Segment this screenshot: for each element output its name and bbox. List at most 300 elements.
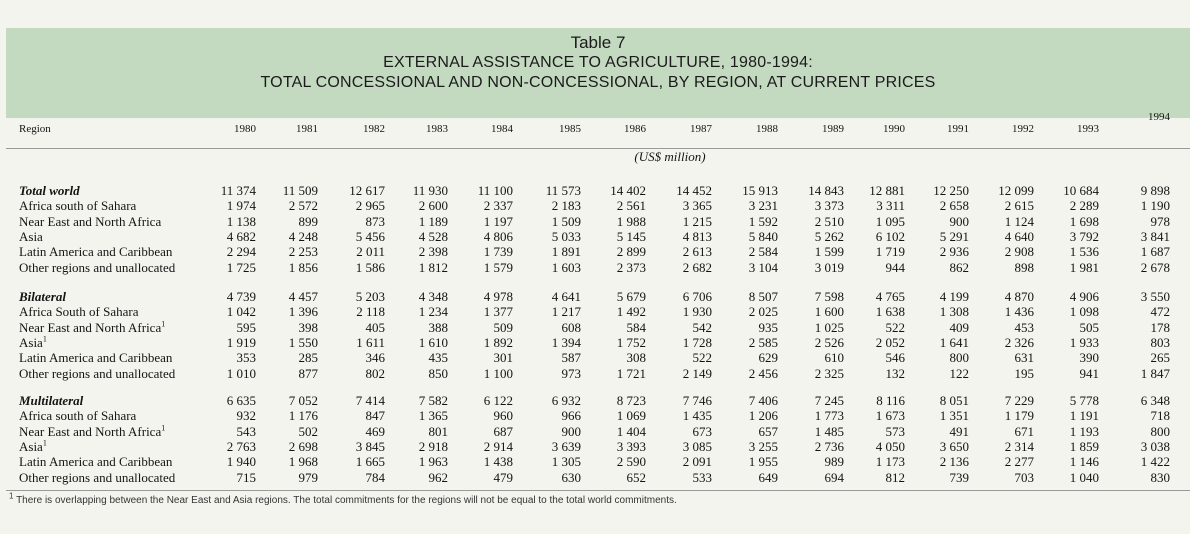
table-cell: 587	[561, 350, 581, 366]
table-cell: 847	[365, 408, 385, 424]
table-cell: 1 191	[1069, 408, 1099, 424]
table-cell: 1 773	[814, 408, 844, 424]
table-cell: 4 248	[288, 228, 318, 244]
table-cell: 2 600	[418, 198, 448, 214]
table-cell: 2 584	[748, 244, 778, 260]
table-cell: 1 665	[355, 454, 385, 470]
year-header: 1989	[822, 123, 844, 135]
region-label	[19, 199, 136, 213]
table-cell: 1 955	[748, 454, 778, 470]
table-cell: 649	[758, 469, 778, 485]
year-header: 1980	[234, 123, 256, 135]
table-cell: 1 919	[226, 334, 256, 350]
table-cell: 1 859	[1069, 438, 1099, 454]
region-label-text: Other regions and unallocated	[19, 365, 176, 381]
region-label	[19, 215, 161, 229]
table-cell: 3 841	[1140, 228, 1170, 244]
table-cell: 1 687	[1140, 244, 1170, 260]
table-cell: 803	[1150, 334, 1170, 350]
table-cell: 122	[949, 365, 969, 381]
region-label	[19, 409, 136, 423]
table-cell: 694	[824, 469, 844, 485]
table-cell: 7 746	[682, 393, 712, 408]
region-label-text: Asia	[19, 228, 43, 244]
year-header: 1986	[624, 123, 646, 135]
table-cell: 1 509	[551, 213, 581, 229]
table-cell: 657	[758, 423, 778, 439]
table-cell: 2 908	[1004, 244, 1034, 260]
table-cell: 1 930	[682, 304, 712, 320]
table-cell: 3 255	[748, 438, 778, 454]
table-cell: 1 176	[288, 408, 318, 424]
group-title	[19, 184, 80, 198]
table-cell: 5 033	[551, 228, 581, 244]
region-label	[19, 455, 172, 469]
table-cell: 3 019	[814, 259, 844, 275]
table-cell: 509	[493, 319, 513, 335]
table-cell: 9 898	[1140, 183, 1170, 198]
table-cell: 978	[1150, 213, 1170, 229]
table-cell: 2 763	[226, 438, 256, 454]
year-header: 1993	[1077, 123, 1099, 135]
table-cell: 1 847	[1140, 365, 1170, 381]
table-number: Table 7	[570, 33, 626, 52]
table-cell: 8 723	[616, 393, 646, 408]
table-cell: 1 673	[875, 408, 905, 424]
table-cell: 2 510	[814, 213, 844, 229]
table-cell: 398	[298, 319, 318, 335]
table-cell: 4 682	[226, 228, 256, 244]
table-cell: 1 492	[616, 304, 646, 320]
table-cell: 800	[1150, 423, 1170, 439]
table-cell: 4 641	[551, 289, 581, 304]
table-cell: 2 736	[814, 438, 844, 454]
table-cell: 3 393	[616, 438, 646, 454]
table-cell: 15 913	[742, 183, 778, 198]
table-cell: 629	[758, 350, 778, 366]
table-cell: 6 635	[226, 393, 256, 408]
region-label-text: Latin America and Caribbean	[19, 350, 173, 366]
table-cell: 1 100	[483, 365, 513, 381]
table-cell: 12 881	[869, 183, 905, 198]
table-cell: 4 348	[418, 289, 448, 304]
table-cell: 3 639	[551, 438, 581, 454]
table-cell: 472	[1150, 304, 1170, 320]
year-header: 1985	[559, 123, 581, 135]
table-cell: 5 456	[355, 228, 385, 244]
table-cell: 1 193	[1069, 423, 1099, 439]
table-cell: 2 314	[1004, 438, 1034, 454]
group-title	[19, 394, 83, 408]
table-cell: 505	[1079, 319, 1099, 335]
table-cell: 784	[365, 469, 385, 485]
region-label	[19, 351, 172, 365]
region-label	[19, 425, 165, 439]
region-label-text: Multilateral	[19, 393, 84, 408]
table-cell: 1 981	[1069, 259, 1099, 275]
table-cell: 673	[692, 423, 712, 439]
table-cell: 8 116	[876, 393, 905, 408]
table-cell: 4 906	[1069, 289, 1099, 304]
table-cell: 10 684	[1063, 183, 1099, 198]
table-cell: 1 396	[288, 304, 318, 320]
footnote-ref: 1	[42, 438, 47, 448]
table-cell: 966	[561, 408, 581, 424]
table-cell: 1 095	[875, 213, 905, 229]
table-cell: 7 052	[288, 393, 318, 408]
footnote-divider	[6, 490, 1190, 491]
table-cell: 2 118	[356, 304, 385, 320]
table-cell: 5 840	[748, 228, 778, 244]
table-cell: 4 739	[226, 289, 256, 304]
table-cell: 610	[824, 350, 844, 366]
table-title-line2: TOTAL CONCESSIONAL AND NON-CONCESSIONAL, BY REGION, AT CURRENT PRICES	[260, 74, 936, 91]
table-cell: 1 069	[616, 408, 646, 424]
table-cell: 533	[692, 469, 712, 485]
table-cell: 1 234	[418, 304, 448, 320]
table-cell: 1 436	[1004, 304, 1034, 320]
table-cell: 1 308	[939, 304, 969, 320]
table-cell: 435	[428, 350, 448, 366]
region-label-text: Latin America and Caribbean	[19, 454, 173, 470]
table-cell: 301	[493, 350, 513, 366]
table-cell: 962	[428, 469, 448, 485]
table-cell: 2 561	[616, 198, 646, 214]
table-cell: 4 457	[288, 289, 318, 304]
table-cell: 6 932	[551, 393, 581, 408]
table-cell: 388	[428, 319, 448, 335]
table-cell: 14 843	[808, 183, 844, 198]
table-cell: 3 038	[1140, 438, 1170, 454]
table-cell: 1 206	[748, 408, 778, 424]
table-cell: 900	[949, 213, 969, 229]
table-cell: 346	[365, 350, 385, 366]
table-cell: 2 183	[551, 198, 581, 214]
table-cell: 479	[493, 469, 513, 485]
table-cell: 5 203	[355, 289, 385, 304]
table-cell: 873	[365, 213, 385, 229]
table-cell: 2 698	[288, 438, 318, 454]
table-cell: 132	[885, 365, 905, 381]
table-cell: 2 590	[616, 454, 646, 470]
table-cell: 1 611	[356, 334, 385, 350]
region-label	[19, 321, 165, 335]
table-cell: 973	[561, 365, 581, 381]
table-cell: 1 586	[355, 259, 385, 275]
table-cell: 285	[298, 350, 318, 366]
title-block	[6, 33, 1190, 93]
table-cell: 877	[298, 365, 318, 381]
table-cell: 2 965	[355, 198, 385, 214]
region-label-text: Africa South of Sahara	[19, 304, 139, 320]
table-cell: 7 229	[1004, 393, 1034, 408]
table-cell: 7 582	[418, 393, 448, 408]
table-cell: 1 422	[1140, 454, 1170, 470]
footnote-text: There is overlapping between the Near East and Asia regions. The total commitments for the regions will not be equal to the total world commitments.	[16, 495, 677, 506]
table-cell: 595	[236, 319, 256, 335]
region-label	[19, 440, 47, 454]
year-header: 1988	[756, 123, 778, 135]
table-cell: 2 456	[748, 365, 778, 381]
table-cell: 850	[428, 365, 448, 381]
table-cell: 2 615	[1004, 198, 1034, 214]
table-cell: 4 765	[875, 289, 905, 304]
table-cell: 522	[885, 319, 905, 335]
table-cell: 2 253	[288, 244, 318, 260]
footnote	[9, 491, 677, 506]
table-cell: 3 311	[876, 198, 905, 214]
table-cell: 862	[949, 259, 969, 275]
table-cell: 1 010	[226, 365, 256, 381]
table-cell: 2 613	[682, 244, 712, 260]
table-cell: 802	[365, 365, 385, 381]
table-cell: 1 641	[939, 334, 969, 350]
table-cell: 1 638	[875, 304, 905, 320]
table-cell: 409	[949, 319, 969, 335]
table-cell: 1 217	[551, 304, 581, 320]
footnote-ref: 1	[161, 319, 166, 329]
table-cell: 1 891	[551, 244, 581, 260]
table-cell: 1 592	[748, 213, 778, 229]
region-label-text: Other regions and unallocated	[19, 259, 176, 275]
table-cell: 3 792	[1069, 228, 1099, 244]
table-cell: 1 377	[483, 304, 513, 320]
table-cell: 2 011	[356, 244, 385, 260]
table-cell: 703	[1014, 469, 1034, 485]
table-cell: 718	[1150, 408, 1170, 424]
table-cell: 1 968	[288, 454, 318, 470]
region-label	[19, 367, 175, 381]
table-title-line1: EXTERNAL ASSISTANCE TO AGRICULTURE, 1980-1994:	[383, 54, 813, 71]
region-label-text: Near East and North Africa	[19, 319, 162, 335]
table-cell: 353	[236, 350, 256, 366]
region-label	[19, 230, 43, 244]
table-cell: 178	[1150, 319, 1170, 335]
table-cell: 5 778	[1069, 393, 1099, 408]
table-cell: 2 052	[875, 334, 905, 350]
table-cell: 630	[561, 469, 581, 485]
table-cell: 900	[561, 423, 581, 439]
year-header: 1990	[883, 123, 905, 135]
table-cell: 2 398	[418, 244, 448, 260]
table-cell: 1 173	[875, 454, 905, 470]
table-cell: 3 845	[355, 438, 385, 454]
table-cell: 687	[493, 423, 513, 439]
table-cell: 8 051	[939, 393, 969, 408]
table-cell: 5 145	[616, 228, 646, 244]
table-cell: 3 650	[939, 438, 969, 454]
table-cell: 12 250	[933, 183, 969, 198]
table-cell: 800	[949, 350, 969, 366]
table-cell: 801	[428, 423, 448, 439]
table-cell: 6 102	[875, 228, 905, 244]
table-cell: 5 291	[939, 228, 969, 244]
region-label-text: Africa south of Sahara	[19, 198, 137, 214]
table-cell: 1 610	[418, 334, 448, 350]
year-header: 1994	[1148, 111, 1170, 123]
table-cell: 2 149	[682, 365, 712, 381]
region-label-text: Total world	[19, 183, 80, 198]
table-cell: 1 812	[418, 259, 448, 275]
table-cell: 1 719	[875, 244, 905, 260]
table-cell: 932	[236, 408, 256, 424]
table-cell: 4 528	[418, 228, 448, 244]
region-label	[19, 336, 47, 350]
table-cell: 608	[561, 319, 581, 335]
unit-label: (US$ million)	[634, 149, 706, 164]
table-cell: 1 351	[939, 408, 969, 424]
table-cell: 1 752	[616, 334, 646, 350]
table-cell: 7 414	[355, 393, 385, 408]
table-cell: 7 598	[814, 289, 844, 304]
table-cell: 1 435	[682, 408, 712, 424]
table-cell: 1 098	[1069, 304, 1099, 320]
table-cell: 1 394	[551, 334, 581, 350]
table-cell: 11 573	[545, 183, 581, 198]
table-cell: 7 245	[814, 393, 844, 408]
region-label-text: Other regions and unallocated	[19, 469, 176, 485]
year-header: 1981	[296, 123, 318, 135]
table-cell: 2 899	[616, 244, 646, 260]
table-cell: 5 679	[616, 289, 646, 304]
table-cell: 3 231	[748, 198, 778, 214]
table-cell: 3 104	[748, 259, 778, 275]
footnote-ref: 1	[161, 423, 166, 433]
table-cell: 11 100	[477, 183, 513, 198]
table-cell: 573	[885, 423, 905, 439]
table-cell: 11 509	[282, 183, 318, 198]
table-cell: 2 277	[1004, 454, 1034, 470]
region-label-text: Bilateral	[19, 289, 66, 304]
table-cell: 1 933	[1069, 334, 1099, 350]
table-cell: 2 936	[939, 244, 969, 260]
table-cell: 1 040	[1069, 469, 1099, 485]
table-cell: 11 930	[412, 183, 448, 198]
table-cell: 1 599	[814, 244, 844, 260]
region-label-text: Asia	[19, 438, 43, 454]
table-cell: 4 050	[875, 438, 905, 454]
table-cell: 2 136	[939, 454, 969, 470]
table-cell: 6 706	[682, 289, 712, 304]
table-cell: 7 406	[748, 393, 778, 408]
table-cell: 390	[1079, 350, 1099, 366]
table-cell: 2 526	[814, 334, 844, 350]
table-cell: 1 124	[1004, 213, 1034, 229]
table-cell: 944	[885, 259, 905, 275]
table-cell: 265	[1150, 350, 1170, 366]
region-label-text: Latin America and Caribbean	[19, 244, 173, 260]
table-cell: 12 099	[998, 183, 1034, 198]
table-cell: 1 963	[418, 454, 448, 470]
table-cell: 671	[1014, 423, 1034, 439]
table-cell: 3 373	[814, 198, 844, 214]
table-cell: 1 485	[814, 423, 844, 439]
region-label-text: Near East and North Africa	[19, 423, 162, 439]
table-cell: 3 550	[1140, 289, 1170, 304]
footnote-ref: 1	[42, 334, 47, 344]
table-cell: 935	[758, 319, 778, 335]
table-cell: 1 025	[814, 319, 844, 335]
region-label	[19, 245, 172, 259]
region-label-text: Africa south of Sahara	[19, 408, 137, 424]
table-cell: 960	[493, 408, 513, 424]
table-cell: 1 725	[226, 259, 256, 275]
table-cell: 1 988	[616, 213, 646, 229]
table-cell: 715	[236, 469, 256, 485]
table-cell: 979	[298, 469, 318, 485]
table-cell: 1 190	[1140, 198, 1170, 214]
table-cell: 941	[1079, 365, 1099, 381]
table-cell: 522	[692, 350, 712, 366]
table-cell: 4 640	[1004, 228, 1034, 244]
table-cell: 4 806	[483, 228, 513, 244]
table-cell: 631	[1014, 350, 1034, 366]
table-cell: 546	[885, 350, 905, 366]
table-cell: 652	[626, 469, 646, 485]
table-cell: 2 678	[1140, 259, 1170, 275]
table-cell: 3 365	[682, 198, 712, 214]
table-cell: 469	[365, 423, 385, 439]
table-cell: 1 189	[418, 213, 448, 229]
table-cell: 4 870	[1004, 289, 1034, 304]
table-cell: 2 326	[1004, 334, 1034, 350]
table-cell: 1 974	[226, 198, 256, 214]
table-cell: 5 262	[814, 228, 844, 244]
table-cell: 491	[949, 423, 969, 439]
table-cell: 2 682	[682, 259, 712, 275]
table-cell: 1 550	[288, 334, 318, 350]
table-cell: 1 215	[682, 213, 712, 229]
table-cell: 1 138	[226, 213, 256, 229]
title-banner	[6, 28, 1190, 118]
table-cell: 502	[298, 423, 318, 439]
table-cell: 4 978	[483, 289, 513, 304]
table-cell: 1 146	[1069, 454, 1099, 470]
footnote-marker: 1	[9, 491, 14, 501]
table-cell: 1 042	[226, 304, 256, 320]
table-cell: 898	[1014, 259, 1034, 275]
region-label	[19, 471, 175, 485]
table-cell: 405	[365, 319, 385, 335]
table-cell: 1 536	[1069, 244, 1099, 260]
table-cell: 1 438	[483, 454, 513, 470]
table-cell: 830	[1150, 469, 1170, 485]
table-cell: 1 579	[483, 259, 513, 275]
year-header: 1983	[426, 123, 448, 135]
table-cell: 1 739	[483, 244, 513, 260]
year-header: 1991	[947, 123, 969, 135]
year-header: 1987	[690, 123, 712, 135]
table-cell: 1 600	[814, 304, 844, 320]
region-label	[19, 305, 139, 319]
table-cell: 1 603	[551, 259, 581, 275]
table-cell: 542	[692, 319, 712, 335]
table-cell: 2 289	[1069, 198, 1099, 214]
year-header: 1982	[363, 123, 385, 135]
year-header: 1984	[491, 123, 513, 135]
table-cell: 2 337	[483, 198, 513, 214]
table-cell: 1 856	[288, 259, 318, 275]
table-cell: 2 918	[418, 438, 448, 454]
table-cell: 1 940	[226, 454, 256, 470]
table-cell: 4 813	[682, 228, 712, 244]
table-cell: 1 197	[483, 213, 513, 229]
year-header: 1992	[1012, 123, 1034, 135]
table-cell: 6 348	[1140, 393, 1170, 408]
table-cell: 812	[885, 469, 905, 485]
table-cell: 2 914	[483, 438, 513, 454]
table-cell: 2 091	[682, 454, 712, 470]
